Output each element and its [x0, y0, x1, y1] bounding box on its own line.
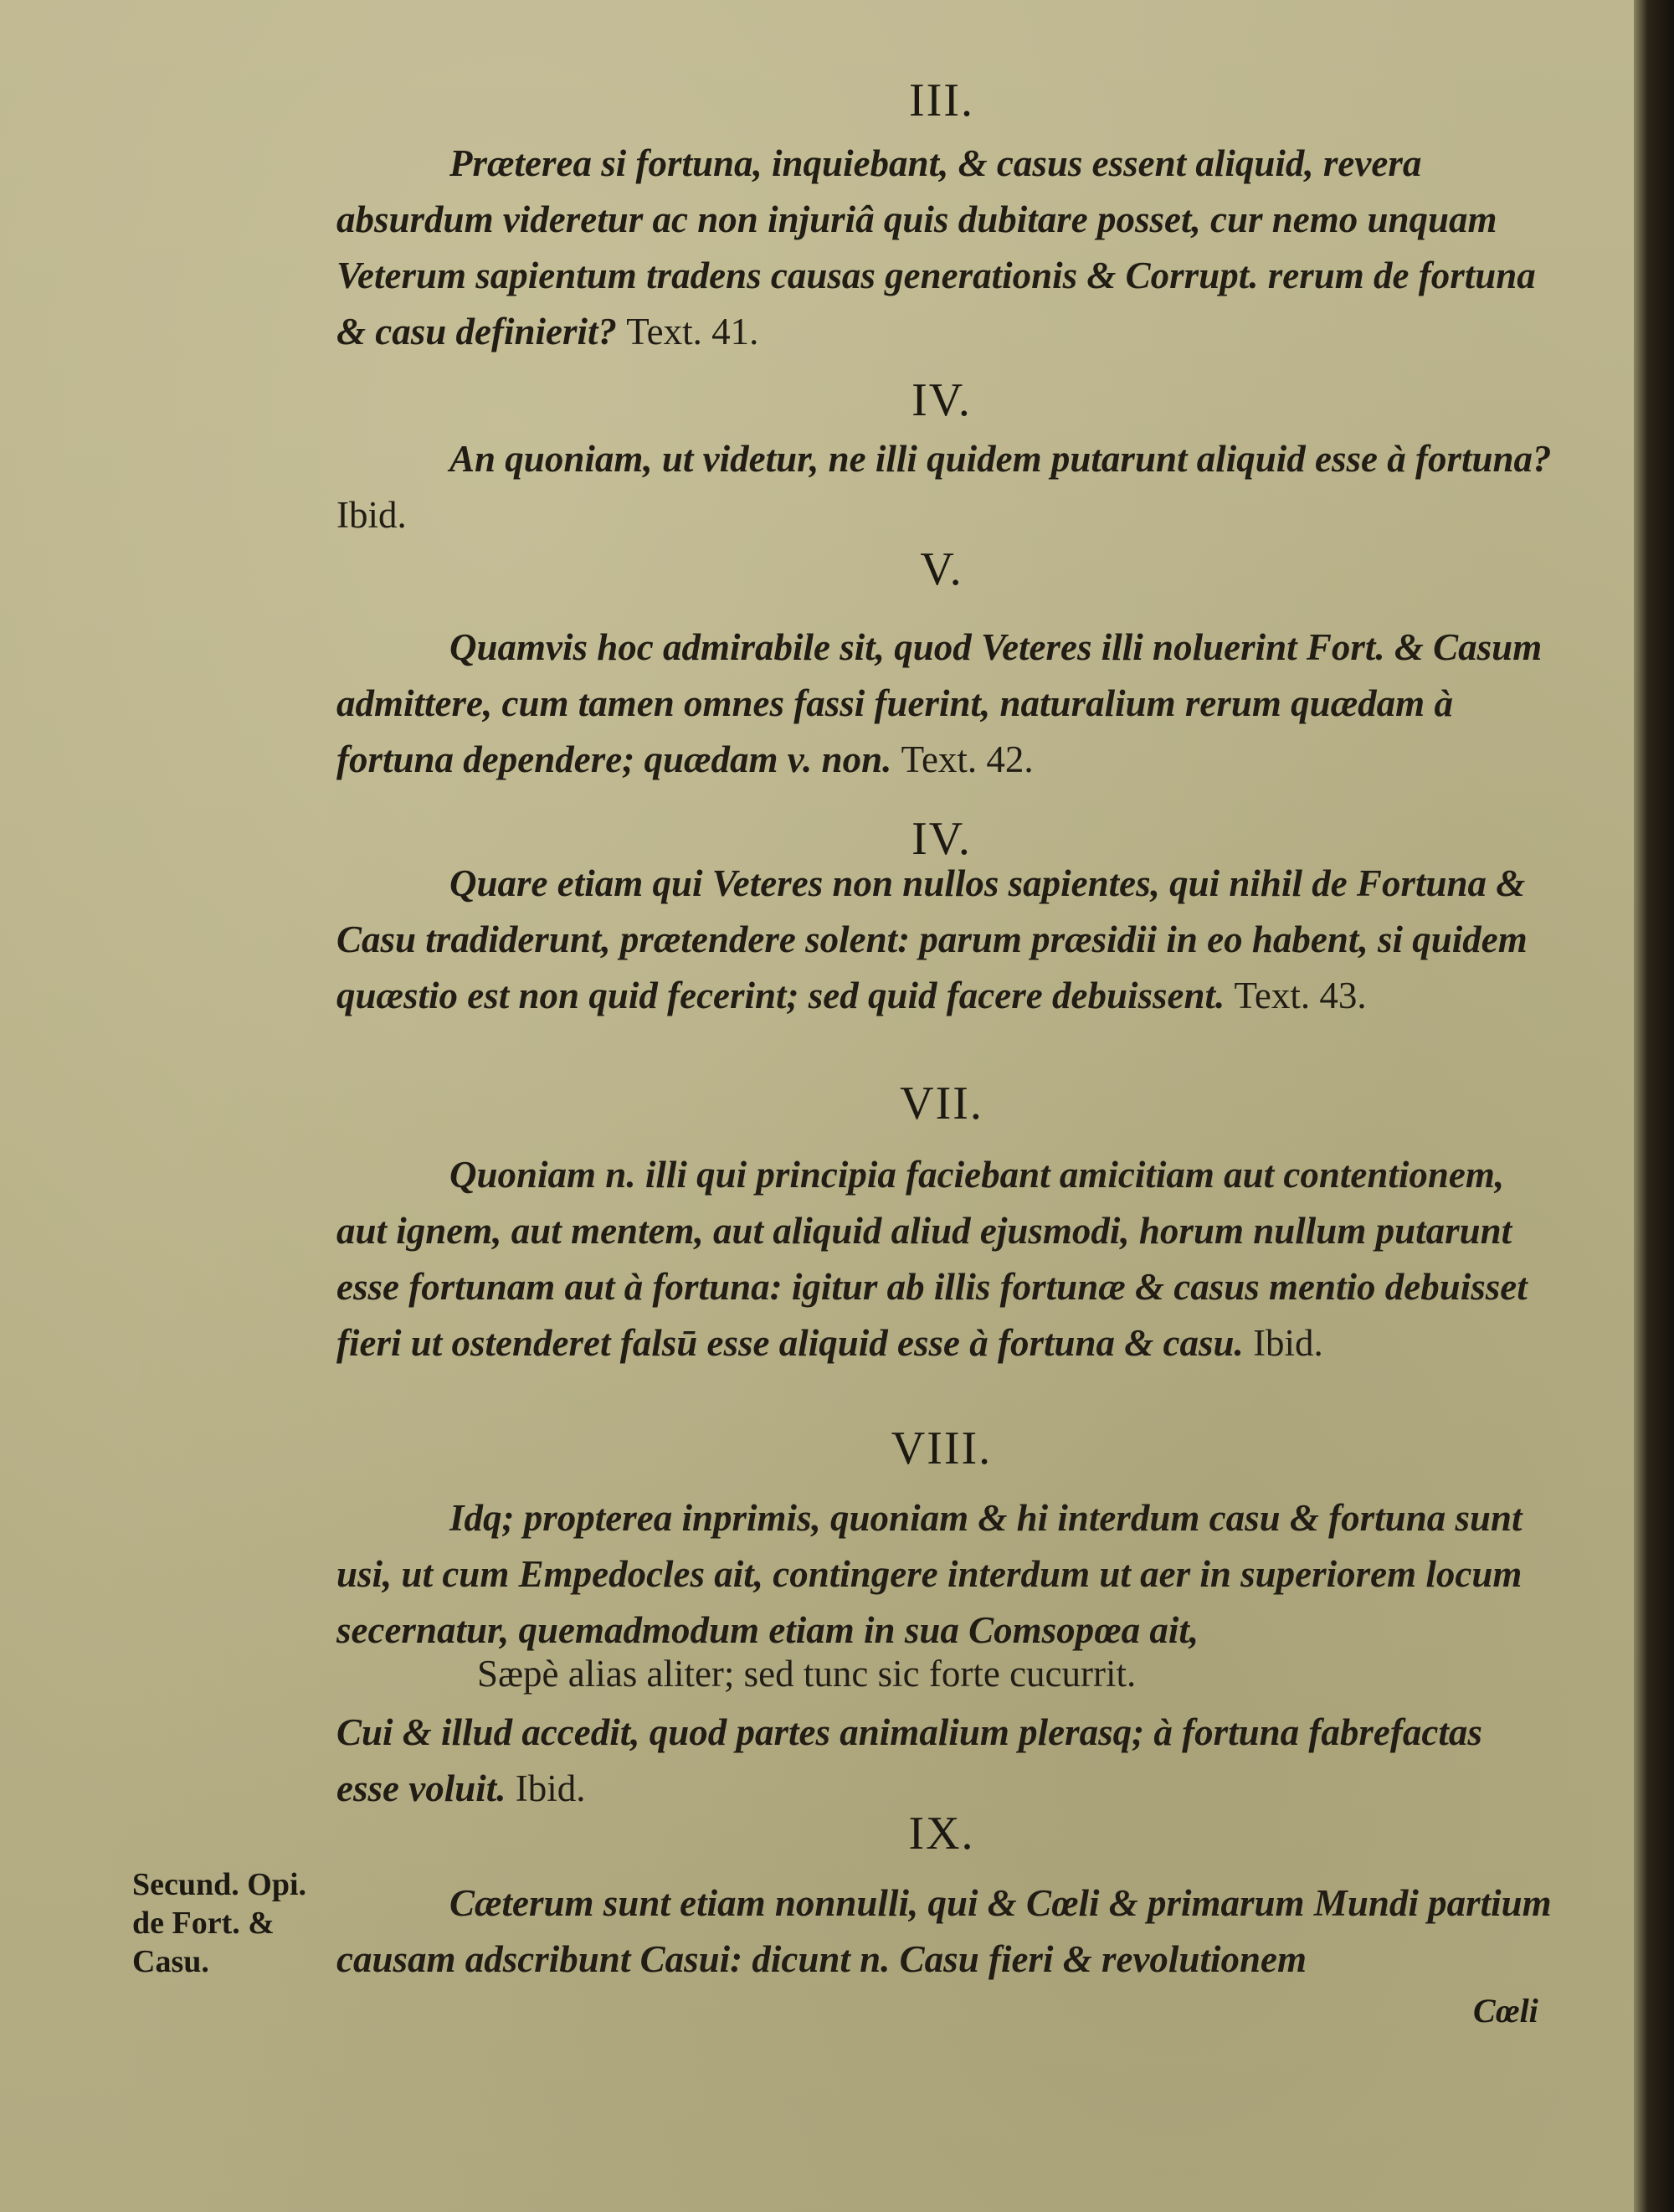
section-body: Quoniam n. illi qui principia faciebant amicitiam aut contentionem, aut ignem, aut mentem, aut aliquid aliud ejusmodi, horum nullum putarunt esse fortunam aut à fortuna: igitur ab illis fortunæ & casus mentio debuisset fieri ut ostenderet falsū esse aliquid esse à fortuna & casu.	[336, 1154, 1528, 1364]
binding-edge	[1634, 0, 1674, 2212]
section-body: Cui & illud accedit, quod partes animalium plerasq; à fortuna fabrefactas esse voluit.	[336, 1711, 1482, 1809]
text-reference: Ibid.	[515, 1767, 586, 1809]
section-body: Præterea si fortuna, inquiebant, & casus essent aliquid, revera absurdum videretur ac non injuriâ quis dubitare posset, cur nemo unquam Veterum sapientum tradens causas generationis & Corrupt. rerum de fortuna & casu definierit?	[336, 142, 1536, 352]
section-heading-9: IX.	[908, 1808, 975, 1860]
section-text-9	[336, 1875, 1554, 1988]
section-text-3	[336, 136, 1554, 360]
section-body: Idq; propterea inprimis, quoniam & hi interdum casu & fortuna sunt usi, ut cum Empedocles ait, contingere interdum ut aer in superiorem locum secernatur, quemadmodum etiam in sua Comsopœa ait,	[336, 1497, 1523, 1651]
section-body: Cæterum sunt etiam nonnulli, qui & Cœli & primarum Mundi partium causam adscribunt Casui: dicunt n. Casu fieri & revolutionem	[336, 1882, 1552, 1980]
section-text-5	[336, 620, 1554, 788]
text-reference: Text. 42.	[901, 738, 1034, 780]
text-reference: Ibid.	[1253, 1322, 1323, 1364]
section-heading-8: VIII.	[891, 1422, 993, 1474]
section-text-6	[336, 856, 1554, 1024]
text-reference: Text. 41.	[626, 311, 759, 352]
section-heading-6: IV.	[911, 813, 972, 865]
section-text-8-continued	[336, 1705, 1554, 1817]
section-heading-3: III.	[909, 75, 974, 126]
section-heading-7: VII.	[900, 1078, 983, 1129]
section-text-8	[336, 1490, 1554, 1659]
section-text-4	[336, 431, 1554, 543]
text-reference: Text. 43.	[1234, 975, 1367, 1016]
text-reference: Ibid.	[336, 494, 407, 536]
section-body: An quoniam, ut videtur, ne illi quidem putarunt aliquid esse à fortuna?	[449, 438, 1552, 480]
section-body: Quare etiam qui Veteres non nullos sapientes, qui nihil de Fortuna & Casu tradiderunt, prætendere solent: parum præsidii in eo habent, si quidem quæstio est non quid fecerint; sed quid facere debuissent.	[336, 862, 1528, 1016]
margin-note: Secund. Opi. de Fort. & Casu.	[132, 1867, 307, 1979]
section-heading-4: IV.	[911, 374, 972, 426]
section-body: Quamvis hoc admirabile sit, quod Veteres illi noluerint Fort. & Casum admittere, cum tamen omnes fassi fuerint, naturalium rerum quædam à fortuna dependere; quædam v. non.	[336, 626, 1543, 780]
section-text-7	[336, 1147, 1554, 1371]
section-heading-5: V.	[920, 543, 963, 595]
quoted-verse: Sæpè alias aliter; sed tunc sic forte cucurrit.	[477, 1653, 1137, 1695]
catchword: Cœli	[1473, 1992, 1538, 2029]
